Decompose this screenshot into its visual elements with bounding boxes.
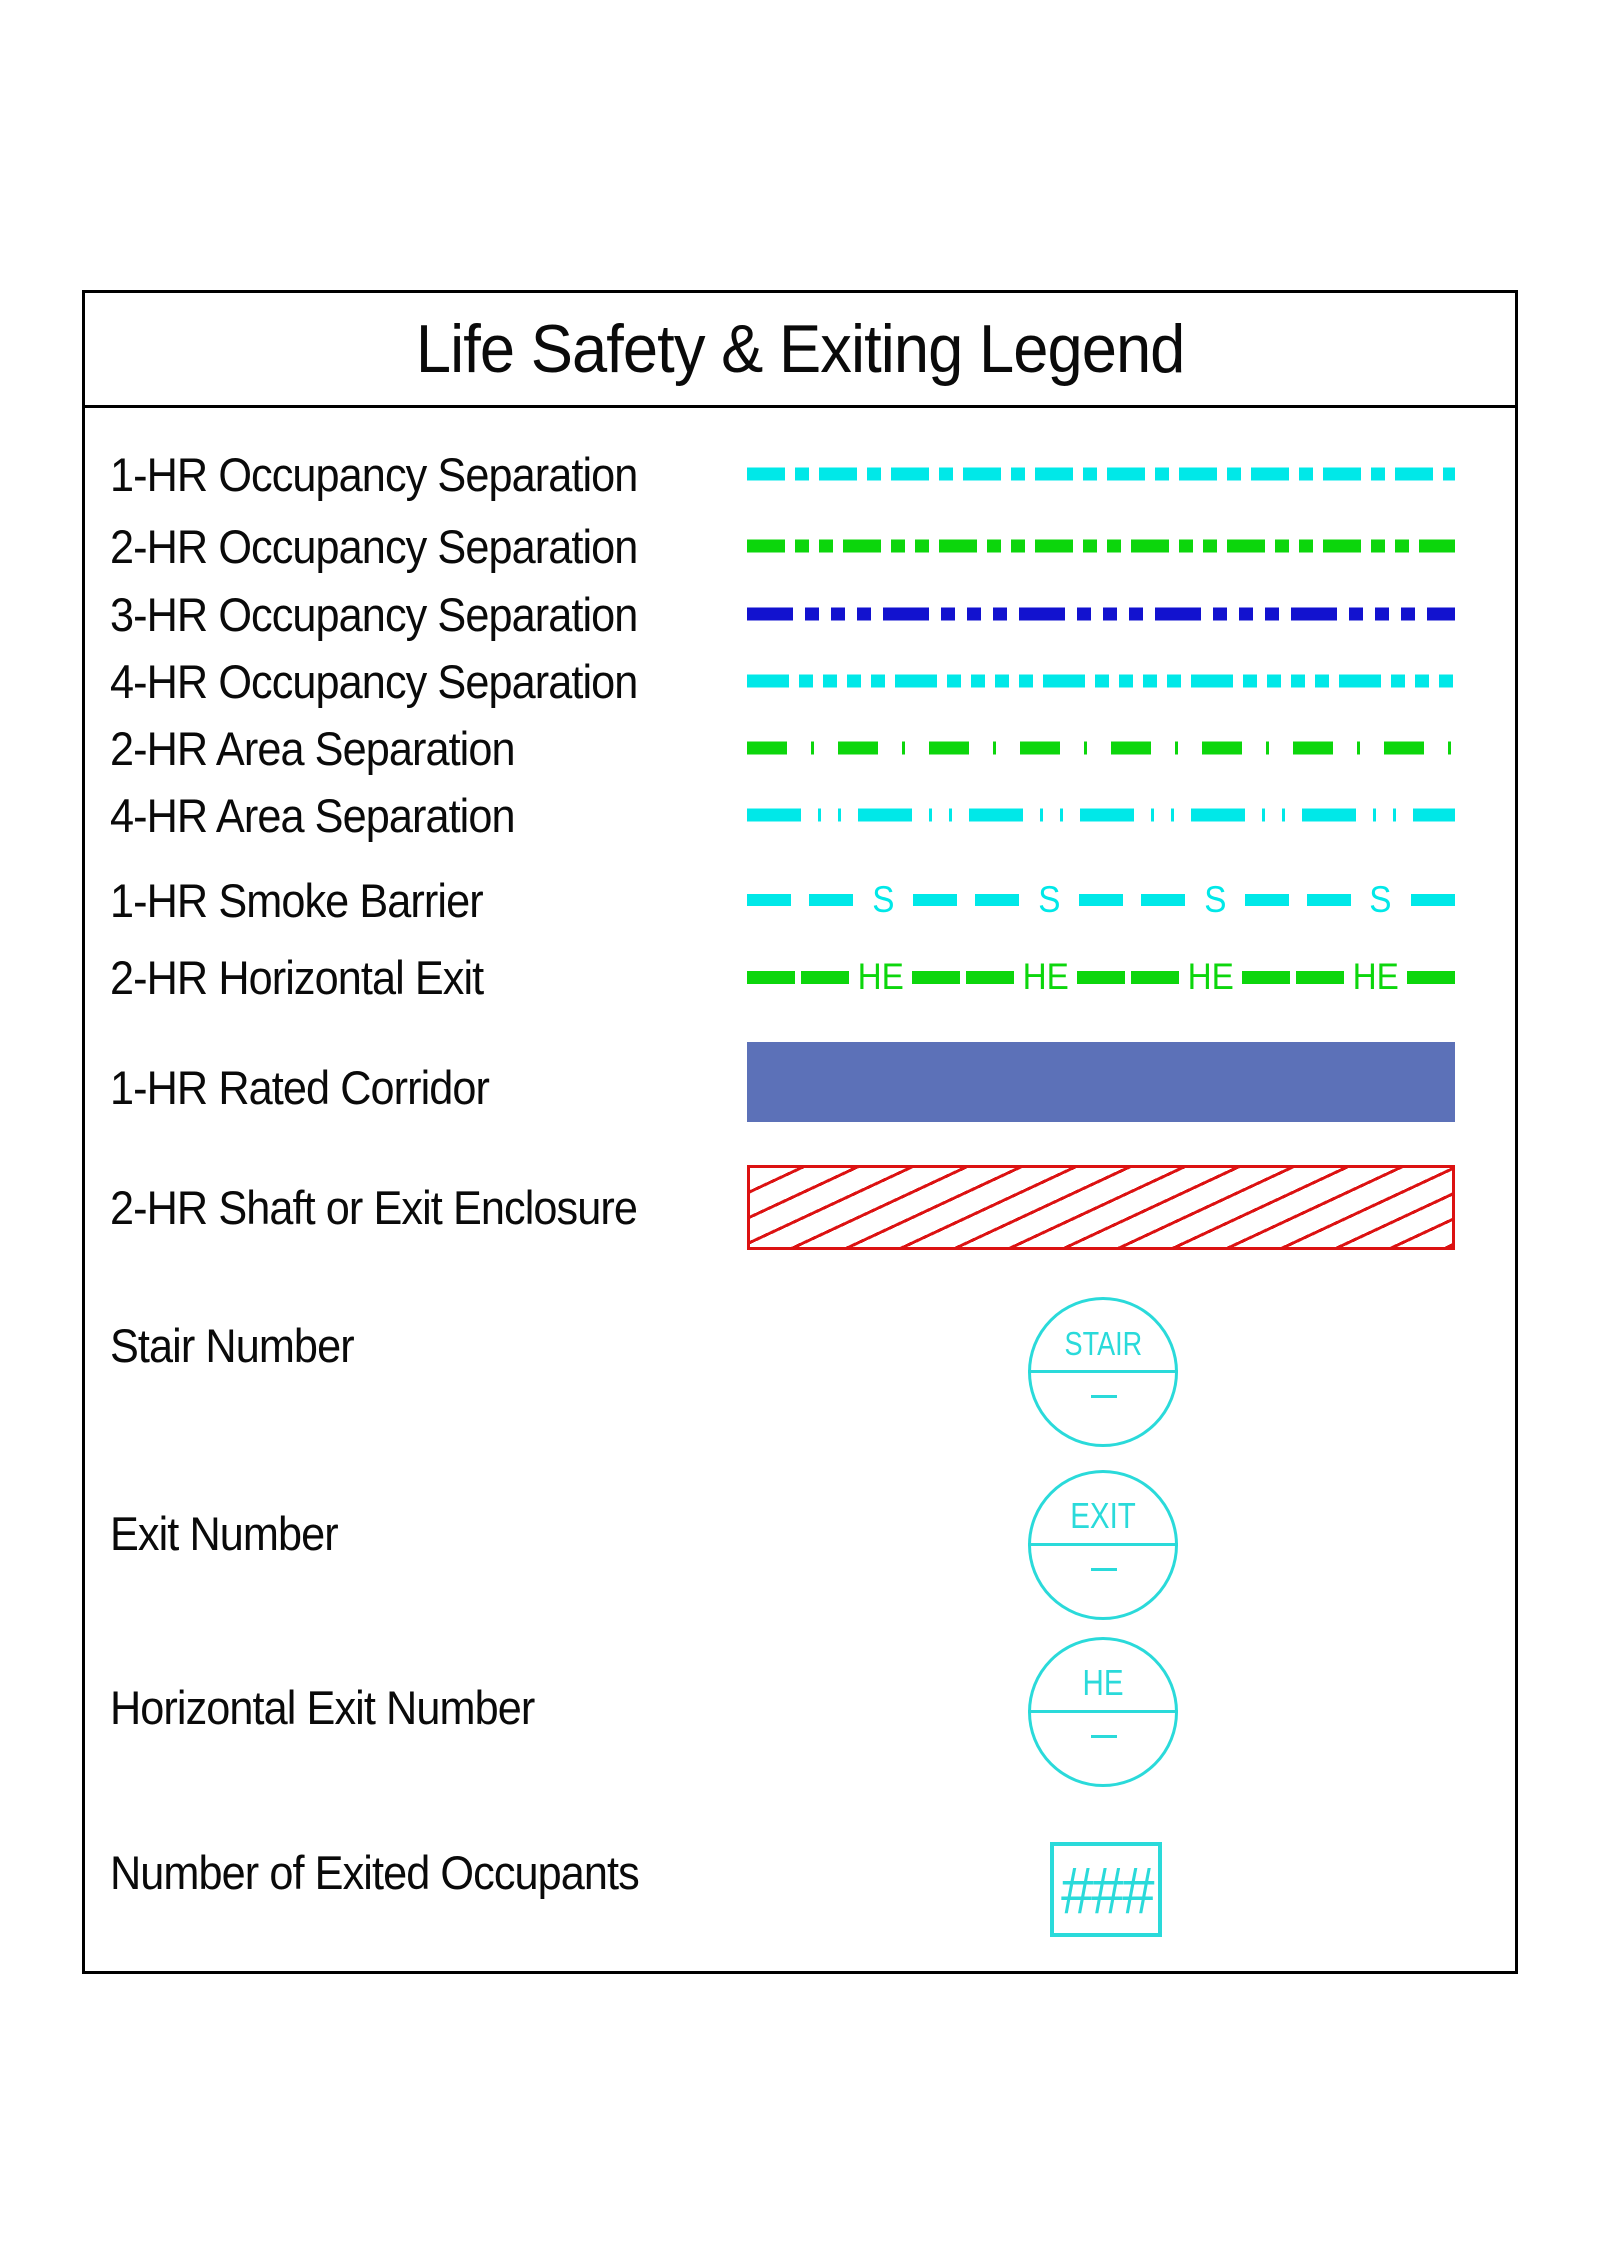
dash-segment	[747, 894, 791, 906]
line-sample-smoke-barrier	[747, 880, 1455, 920]
occupant-count-symbol	[1050, 1842, 1162, 1937]
row-label-text: Horizontal Exit Number	[110, 1680, 535, 1734]
smoke-marker-s: S	[1037, 879, 1060, 920]
shaft-hatch-sample	[747, 1165, 1455, 1250]
row-label-text: 1-HR Smoke Barrier	[110, 873, 483, 927]
row-label-4hr-occupancy	[110, 651, 683, 711]
smoke-marker-s: S	[1369, 879, 1392, 920]
dash-segment	[1077, 971, 1125, 984]
he-marker: HE	[1352, 956, 1399, 997]
row-label-text: 2-HR Horizontal Exit	[110, 950, 484, 1004]
page-title: Life Safety & Exiting Legend	[415, 311, 1185, 387]
dash-segment	[747, 971, 795, 984]
line-sample-4hr-occupancy	[747, 673, 1455, 689]
line-sample-1hr-occupancy	[747, 466, 1455, 482]
symbol-divider-line	[1028, 1543, 1178, 1546]
line-sample-horizontal-exit	[747, 957, 1455, 997]
symbol-number-dash	[1091, 1735, 1117, 1738]
occupant-count-placeholder: ###	[1060, 1852, 1152, 1927]
dash-dot-dot-dot-line-blue	[747, 606, 1455, 622]
dash-tick-line-green	[747, 740, 1455, 756]
exit-symbol-text: EXIT	[1070, 1495, 1136, 1536]
line-sample-3hr-occupancy	[747, 606, 1455, 622]
row-label-exit-number	[110, 1503, 358, 1563]
dash-segment	[1307, 894, 1351, 906]
stair-symbol-text: STAIR	[1064, 1325, 1142, 1362]
row-label-text: 4-HR Occupancy Separation	[110, 654, 638, 708]
row-label-text: Exit Number	[110, 1506, 338, 1560]
symbol-divider-line	[1028, 1710, 1178, 1713]
legend-outer-box	[82, 290, 1518, 1974]
dash-segment	[1411, 894, 1455, 906]
line-sample-2hr-occupancy	[747, 538, 1455, 554]
he-marker: HE	[1187, 956, 1234, 997]
dash-segment	[1245, 894, 1289, 906]
he-marker: HE	[1022, 956, 1069, 997]
dash-segment	[912, 971, 960, 984]
row-label-shaft-enclosure	[110, 1177, 683, 1237]
row-label-1hr-occupancy	[110, 444, 683, 504]
dash-tick-tick-line-cyan	[747, 807, 1455, 823]
row-label-2hr-occupancy	[110, 516, 683, 576]
row-label-stair-number	[110, 1315, 375, 1375]
exit-number-symbol	[1028, 1470, 1178, 1620]
dash-segment	[809, 894, 853, 906]
row-label-text: 1-HR Rated Corridor	[110, 1060, 490, 1114]
he-symbol-text: HE	[1082, 1662, 1124, 1703]
line-sample-2hr-area	[747, 740, 1455, 756]
line-sample-4hr-area	[747, 807, 1455, 823]
row-label-4hr-area	[110, 785, 550, 845]
row-label-text: 2-HR Shaft or Exit Enclosure	[110, 1180, 637, 1234]
legend-title-bar	[85, 293, 1515, 408]
symbol-number-dash	[1091, 1568, 1117, 1571]
row-label-text: 2-HR Area Separation	[110, 721, 515, 775]
row-label-2hr-area	[110, 718, 550, 778]
symbol-number-dash	[1091, 1395, 1117, 1398]
dash-segment	[1407, 971, 1455, 984]
row-label-exited-occupants	[110, 1842, 685, 1902]
dash-segment	[1141, 894, 1185, 906]
stair-number-symbol	[1028, 1297, 1178, 1447]
row-label-text: Stair Number	[110, 1318, 354, 1372]
dash-segment	[1079, 894, 1123, 906]
dash-segment	[1131, 971, 1179, 984]
smoke-marker-s: S	[1203, 879, 1226, 920]
row-label-3hr-occupancy	[110, 584, 683, 644]
he-marker: HE	[857, 956, 904, 997]
row-label-smoke-barrier	[110, 870, 515, 930]
dash-segment	[966, 971, 1014, 984]
row-label-text: 1-HR Occupancy Separation	[110, 447, 638, 501]
dash-dot-line-cyan	[747, 466, 1455, 482]
dash-segment	[975, 894, 1019, 906]
dash-segment	[1296, 971, 1344, 984]
row-label-horizontal-exit-number	[110, 1677, 571, 1737]
row-label-text: 2-HR Occupancy Separation	[110, 519, 638, 573]
row-label-horizontal-exit	[110, 947, 516, 1007]
smoke-marker-s: S	[871, 879, 894, 920]
row-label-text: 3-HR Occupancy Separation	[110, 587, 638, 641]
dash-segment	[1242, 971, 1290, 984]
dash-four-dot-line-cyan	[747, 673, 1455, 689]
dash-dot-dot-line-green	[747, 538, 1455, 554]
symbol-divider-line	[1028, 1370, 1178, 1373]
row-label-text: 4-HR Area Separation	[110, 788, 515, 842]
corridor-fill-sample	[747, 1042, 1455, 1122]
dash-segment	[913, 894, 957, 906]
horizontal-exit-number-symbol	[1028, 1637, 1178, 1787]
row-label-text: Number of Exited Occupants	[110, 1845, 639, 1899]
dash-segment	[801, 971, 849, 984]
row-label-rated-corridor	[110, 1057, 522, 1117]
